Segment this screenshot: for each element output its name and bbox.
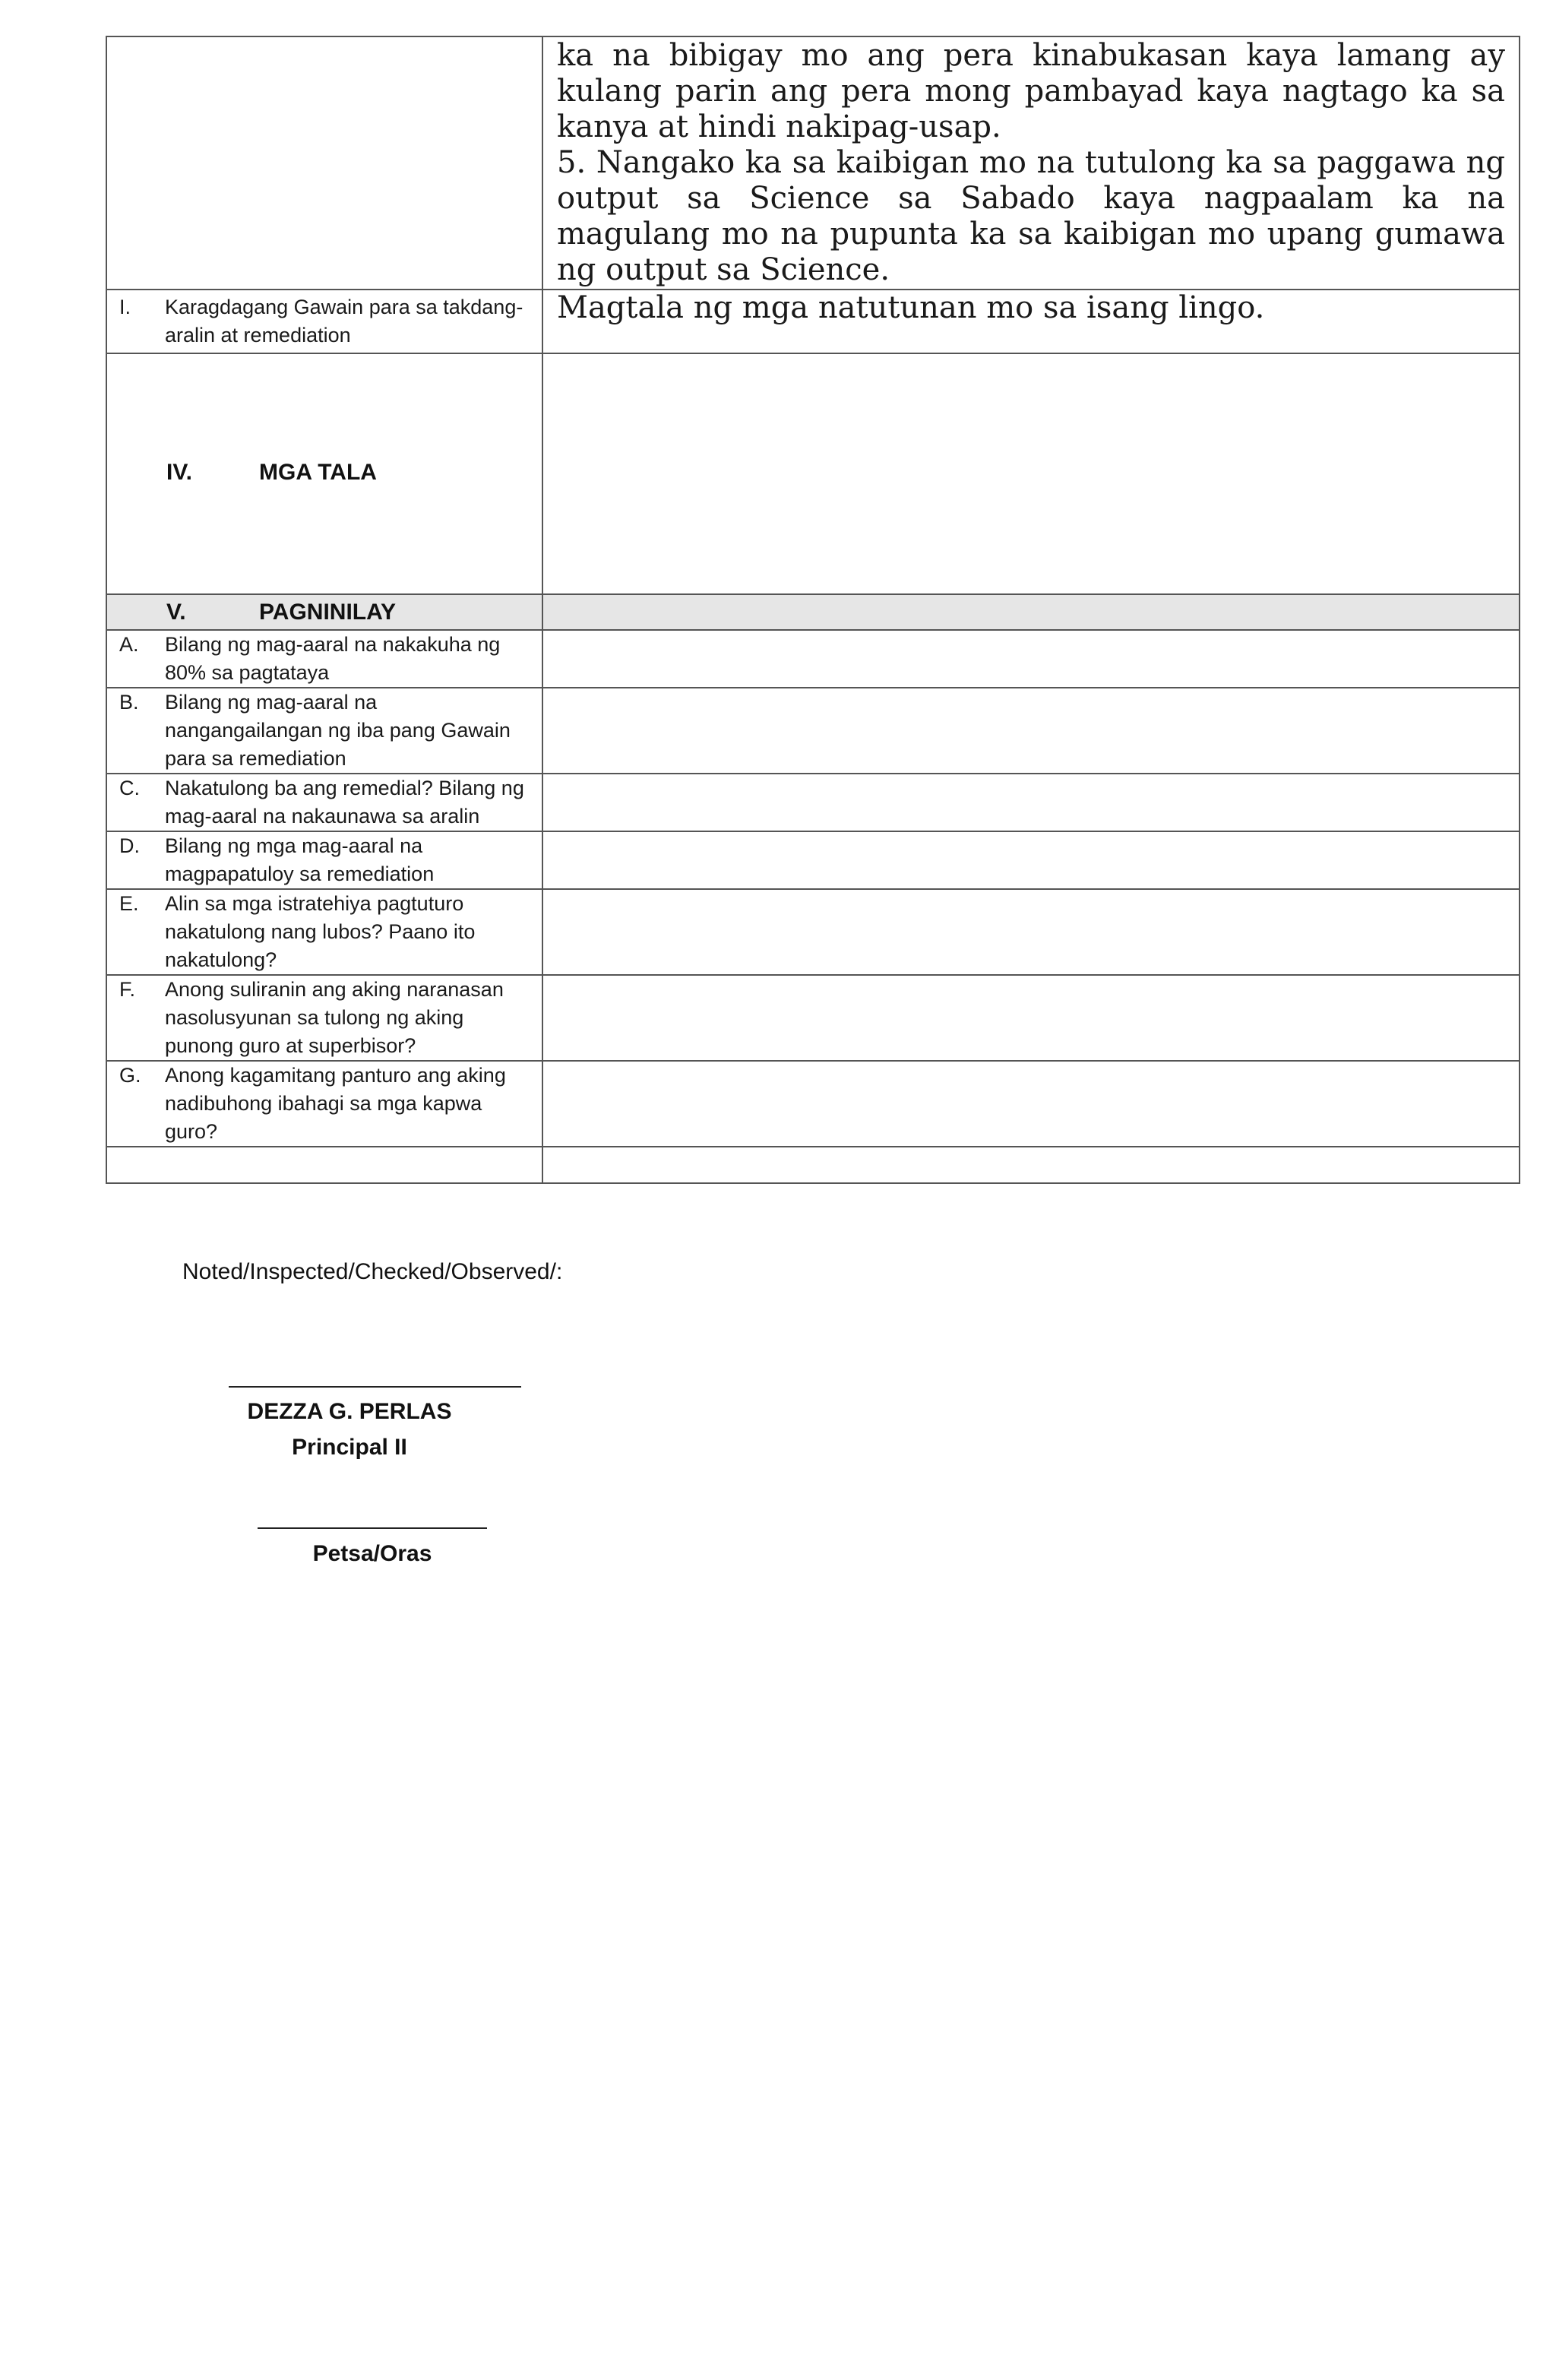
row-situations-continued	[106, 36, 1520, 290]
item-marker: A.	[119, 633, 139, 656]
reflection-answer-cell	[542, 831, 1520, 889]
reflection-question-cell	[106, 688, 542, 774]
additional-activity-text: Magtala ng mga natutunan mo sa isang lingo.	[557, 290, 1265, 325]
additional-activity-label-cell	[106, 290, 542, 353]
item-marker: G.	[119, 1064, 141, 1087]
section-iv-marker: IV.	[166, 460, 192, 485]
item-text: Bilang ng mga mag-aaral na magpapatuloy sa remediation	[165, 834, 435, 885]
reflection-answer-cell	[542, 630, 1520, 688]
reflection-answer-cell	[542, 1061, 1520, 1147]
mga-tala-content-cell	[542, 353, 1520, 594]
item-marker: F.	[119, 978, 136, 1001]
reflection-row	[106, 831, 1520, 889]
row-mga-tala	[106, 353, 1520, 594]
situation-4-continuation: ka na bibigay mo ang pera kinabukasan kaya lamang ay kulang parin ang pera mong pambayad kaya nagtago ka sa kanya at hindi nakipag-usap.	[557, 38, 1505, 144]
reflection-row	[106, 1061, 1520, 1147]
reflection-row	[106, 630, 1520, 688]
noted-label: Noted/Inspected/Checked/Observed/:	[182, 1259, 563, 1284]
section-i-marker: I.	[119, 296, 131, 318]
additional-activity-content-cell	[542, 290, 1520, 353]
reflection-row	[106, 774, 1520, 831]
item-text: Nakatulong ba ang remedial? Bilang ng mag-aaral na nakaunawa sa aralin	[165, 777, 524, 828]
empty-cell	[542, 1147, 1520, 1183]
reflection-question-cell	[106, 774, 542, 831]
reflection-answer-cell	[542, 975, 1520, 1061]
item-text: Bilang ng mag-aaral na nangangailangan ng iba pang Gawain para sa remediation	[165, 691, 511, 770]
item-text: Alin sa mga istratehiya pagtuturo nakatulong nang lubos? Paano ito nakatulong?	[165, 892, 476, 971]
reflection-question-cell	[106, 975, 542, 1061]
empty-left-cell	[106, 36, 542, 290]
row-additional-activity	[106, 290, 1520, 353]
situations-cell	[542, 36, 1520, 290]
mga-tala-label-cell	[106, 353, 542, 594]
section-v-title: PAGNINILAY	[259, 600, 397, 625]
empty-cell	[106, 1147, 542, 1183]
row-pagninilay-header	[106, 594, 1520, 630]
reflection-answer-cell	[542, 774, 1520, 831]
reflection-question-cell	[106, 1061, 542, 1147]
date-label: Petsa/Oras	[312, 1541, 432, 1566]
reflection-row	[106, 975, 1520, 1061]
pagninilay-label-cell	[106, 594, 542, 630]
reflection-answer-cell	[542, 889, 1520, 975]
item-text: Anong suliranin ang aking naranasan nasolusyunan sa tulong ng aking punong guro at superbisor?	[165, 978, 504, 1057]
reflection-answer-cell	[542, 688, 1520, 774]
reflection-question-cell	[106, 889, 542, 975]
principal-signature-line	[229, 1386, 521, 1388]
reflection-question-cell	[106, 630, 542, 688]
section-v-marker: V.	[166, 600, 186, 625]
reflection-question-cell	[106, 831, 542, 889]
section-iv-title: MGA TALA	[259, 460, 377, 485]
item-marker: E.	[119, 892, 139, 915]
principal-name: DEZZA G. PERLAS	[247, 1399, 452, 1424]
empty-last-row	[106, 1147, 1520, 1183]
principal-title: Principal II	[292, 1435, 407, 1460]
item-marker: B.	[119, 691, 139, 714]
section-i-label: Karagdagang Gawain para sa takdang-aralin at remediation	[165, 296, 523, 347]
pagninilay-content-cell	[542, 594, 1520, 630]
date-signature-line	[258, 1527, 487, 1529]
item-text: Anong kagamitang panturo ang aking nadibuhong ibahagi sa mga kapwa guro?	[165, 1064, 506, 1143]
item-text: Bilang ng mag-aaral na nakakuha ng 80% sa pagtataya	[165, 633, 501, 684]
reflection-row	[106, 889, 1520, 975]
reflection-row	[106, 688, 1520, 774]
situation-5: 5. Nangako ka sa kaibigan mo na tutulong ka sa paggawa ng output sa Science sa Sabado kaya nagpaalam ka na magulang mo na pupunta ka sa kaibigan mo upang gumawa ng output sa Science.	[557, 145, 1505, 287]
item-marker: C.	[119, 777, 140, 799]
item-marker: D.	[119, 834, 140, 857]
lesson-plan-table	[106, 36, 1520, 1184]
